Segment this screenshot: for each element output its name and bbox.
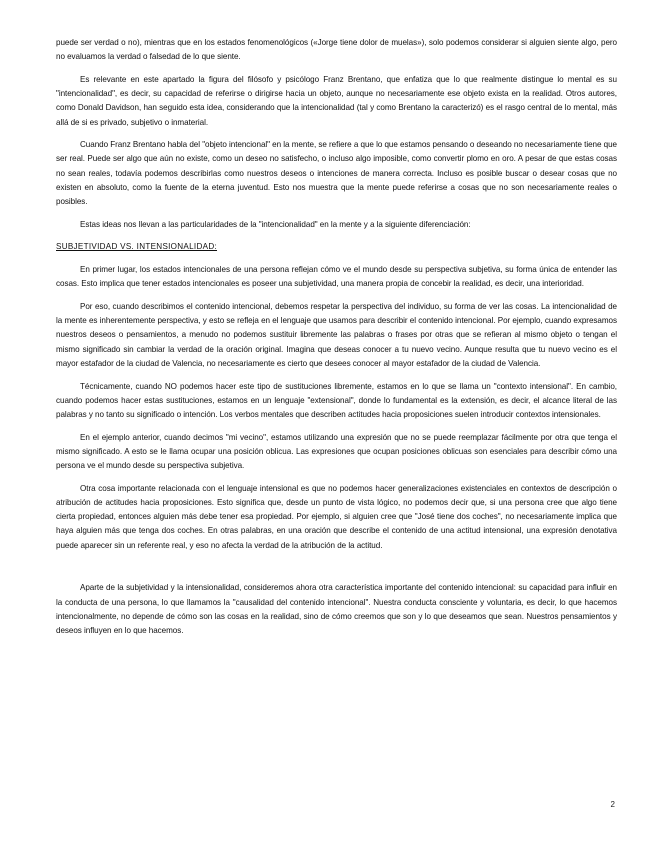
paragraph-continuation: puede ser verdad o no), mientras que en los estados fenomenológicos («Jorge tiene dolor de muelas»), solo podemos considerar si alguien siente algo, pero no evaluamos la verdad o falsedad de lo que siente.	[56, 38, 617, 62]
paragraph-perspective: Por eso, cuando describimos el contenido intencional, debemos respetar la perspectiva del individuo, su forma de ver las cosas. La intencionalidad de la mente es inherentemente perspectiva, y esto se refleja en el lenguaje que usamos para describir el contenido intencional. Por ejemplo, cuando expresamos nuestros deseos o pensamientos, a menudo no podemos sustituir libremente las palabras o frases por otras que se refieran al mismo objeto o tengan el mismo significado sin cambiar la verdad de la oración original. Imagina que deseas conocer a tu nuevo vecino. Aunque resulta que tu nuevo vecino es el mayor estafador de la ciudad de Valencia, no necesariamente es cierto que desees conocer al mayor estafador de la ciudad de Valencia.	[56, 302, 617, 368]
page-number: 2	[610, 800, 615, 809]
paragraph-existential-generalization: Otra cosa importante relacionada con el lenguaje intensional es que no podemos hacer generalizaciones existenciales en contextos de descripción o atribución de actitudes hacia proposiciones. Esto significa que, desde un punto de vista lógico, no podemos decir que, si una persona cree que algo tiene cierta propiedad, entonces alguien más debe tener esa propiedad. Por ejemplo, si alguien cree que "José tiene dos coches", no necesariamente implica que haya alguien más que tenga dos coches. En otras palabras, en una oración que describe el contenido de una actitud intensional, una expresión denotativa puede aparecer sin un referente real, y eso no afecta la verdad de la atribución de la actitud.	[56, 483, 617, 550]
document-page	[56, 36, 617, 647]
paragraph-subjectivity: En primer lugar, los estados intencionales de una persona reflejan cómo ve el mundo desde su perspectiva subjetiva, su forma única de entender las cosas. Esto implica que tener estados intencionales es poseer una subjetividad, una manera propia de concebir la realidad, es decir, una interioridad.	[56, 265, 617, 289]
paragraph-oblique-position: En el ejemplo anterior, cuando decimos "mi vecino", estamos utilizando una expresión que no se puede reemplazar fácilmente por otra que tenga el mismo significado. A esto se le llama ocupar una posición oblicua. Las expresiones que ocupan posiciones oblicuas son esenciales para describir cómo una persona ve el mundo desde su perspectiva subjetiva.	[56, 432, 617, 471]
paragraph-intensional-context: Técnicamente, cuando NO podemos hacer este tipo de sustituciones libremente, estamos en lo que se llama un "contexto intensional". En cambio, cuando podemos hacer estas sustituciones, estamos en un lenguaje "extensional", donde lo fundamental es la extensión, es decir, el alcance literal de las palabras y no tanto su significado o intención. Los verbos mentales que describen actitudes hacia proposiciones suelen introducir contextos intensionales.	[56, 381, 617, 419]
paragraph-causality: Aparte de la subjetividad y la intensionalidad, consideremos ahora otra característica importante del contenido intencional: su capacidad para influir en la conducta de una persona, lo que llamamos la "causalidad del contenido intencional". Nuestra conducta consciente y voluntaria, es decir, lo que hacemos intencionalmente, no depende de cómo son las cosas en la realidad, sino de cómo creemos que son y lo que deseamos que sean. Nuestros pensamientos y deseos influyen en lo que hacemos.	[56, 583, 617, 635]
paragraph-brentano: Es relevante en este apartado la figura del filósofo y psicólogo Franz Brentano, que enfatiza que lo que realmente distingue lo mental es su "intencionalidad", es decir, su capacidad de referirse o dirigirse hacia un objeto, aunque no necesariamente ese objeto exista en la realidad. Otros autores, como Donald Davidson, han seguido esta idea, considerando que la intencionalidad (tal y como Brentano la caracterizó) es el rasgo central de lo mental, más allá de si es privado, subjetivo o inmaterial.	[56, 74, 617, 127]
paragraph-gap	[56, 561, 617, 581]
paragraph-transition: Estas ideas nos llevan a las particularidades de la "intencionalidad" en la mente y a la siguiente diferenciación:	[80, 219, 471, 229]
section-heading: SUBJETIVIDAD VS. INTENSIONALIDAD:	[56, 242, 218, 252]
paragraph-intentional-object: Cuando Franz Brentano habla del "objeto intencional" en la mente, se refiere a que lo que estamos pensando o deseando no necesariamente tiene que ser real. Puede ser algo que aún no existe, como un deseo no satisfecho, o incluso algo imposible, como convertir plomo en oro. A pesar de que estas cosas no sean reales, todavía podemos describirlas como nuestros deseos o intenciones de manera correcta. Incluso es posible buscar o desear cosas que no existen en absoluto, como la fuente de la eterna juventud. Esto nos muestra que la mente puede referirse a cosas que no son necesariamente reales o posibles.	[56, 140, 617, 207]
